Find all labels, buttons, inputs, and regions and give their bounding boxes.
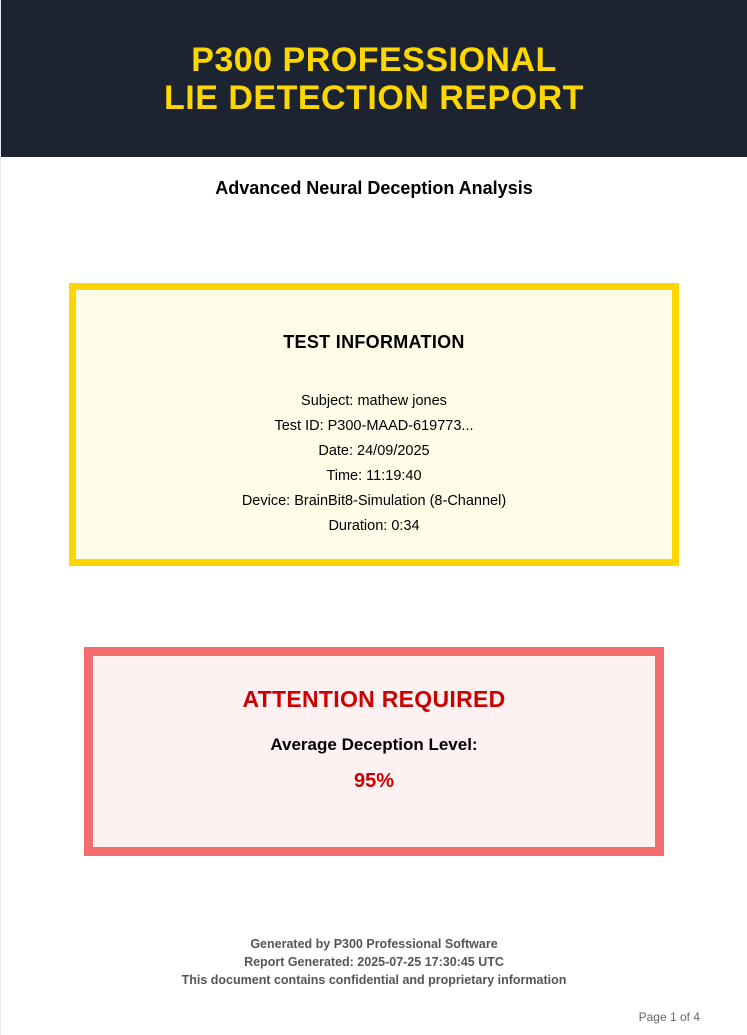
test-info-line-time: Time: 11:19:40 <box>326 468 422 484</box>
test-info-line-subject: Subject: mathew jones <box>301 393 447 409</box>
test-information-heading: TEST INFORMATION <box>283 332 465 352</box>
test-information-box <box>69 283 679 566</box>
footer-line-confidential: This document contains confidential and proprietary information <box>181 973 567 987</box>
attention-required-heading: ATTENTION REQUIRED <box>242 686 506 712</box>
deception-level-value: 95% <box>353 770 395 792</box>
test-info-line-device: Device: BrainBit8-Simulation (8-Channel) <box>241 493 507 509</box>
report-subtitle: Advanced Neural Deception Analysis <box>215 178 533 198</box>
test-information-lines <box>96 389 652 539</box>
report-header <box>1 0 747 157</box>
page-indicator: Page 1 of 4 <box>638 1010 700 1024</box>
attention-required-box <box>84 647 664 856</box>
test-info-line-duration: Duration: 0:34 <box>328 518 420 534</box>
report-footer <box>182 935 567 989</box>
footer-line-generated-by: Generated by P300 Professional Software <box>250 937 498 951</box>
report-title-line-1: P300 PROFESSIONAL <box>191 40 557 79</box>
deception-level-label: Average Deception Level: <box>270 735 478 754</box>
footer-line-report-generated: Report Generated: 2025-07-25 17:30:45 UTC <box>244 955 504 969</box>
test-info-line-test-id: Test ID: P300-MAAD-619773... <box>274 418 474 434</box>
test-info-line-date: Date: 24/09/2025 <box>318 443 430 459</box>
page-indicator-row <box>1 1008 747 1026</box>
report-title-line-2: LIE DETECTION REPORT <box>164 78 584 117</box>
